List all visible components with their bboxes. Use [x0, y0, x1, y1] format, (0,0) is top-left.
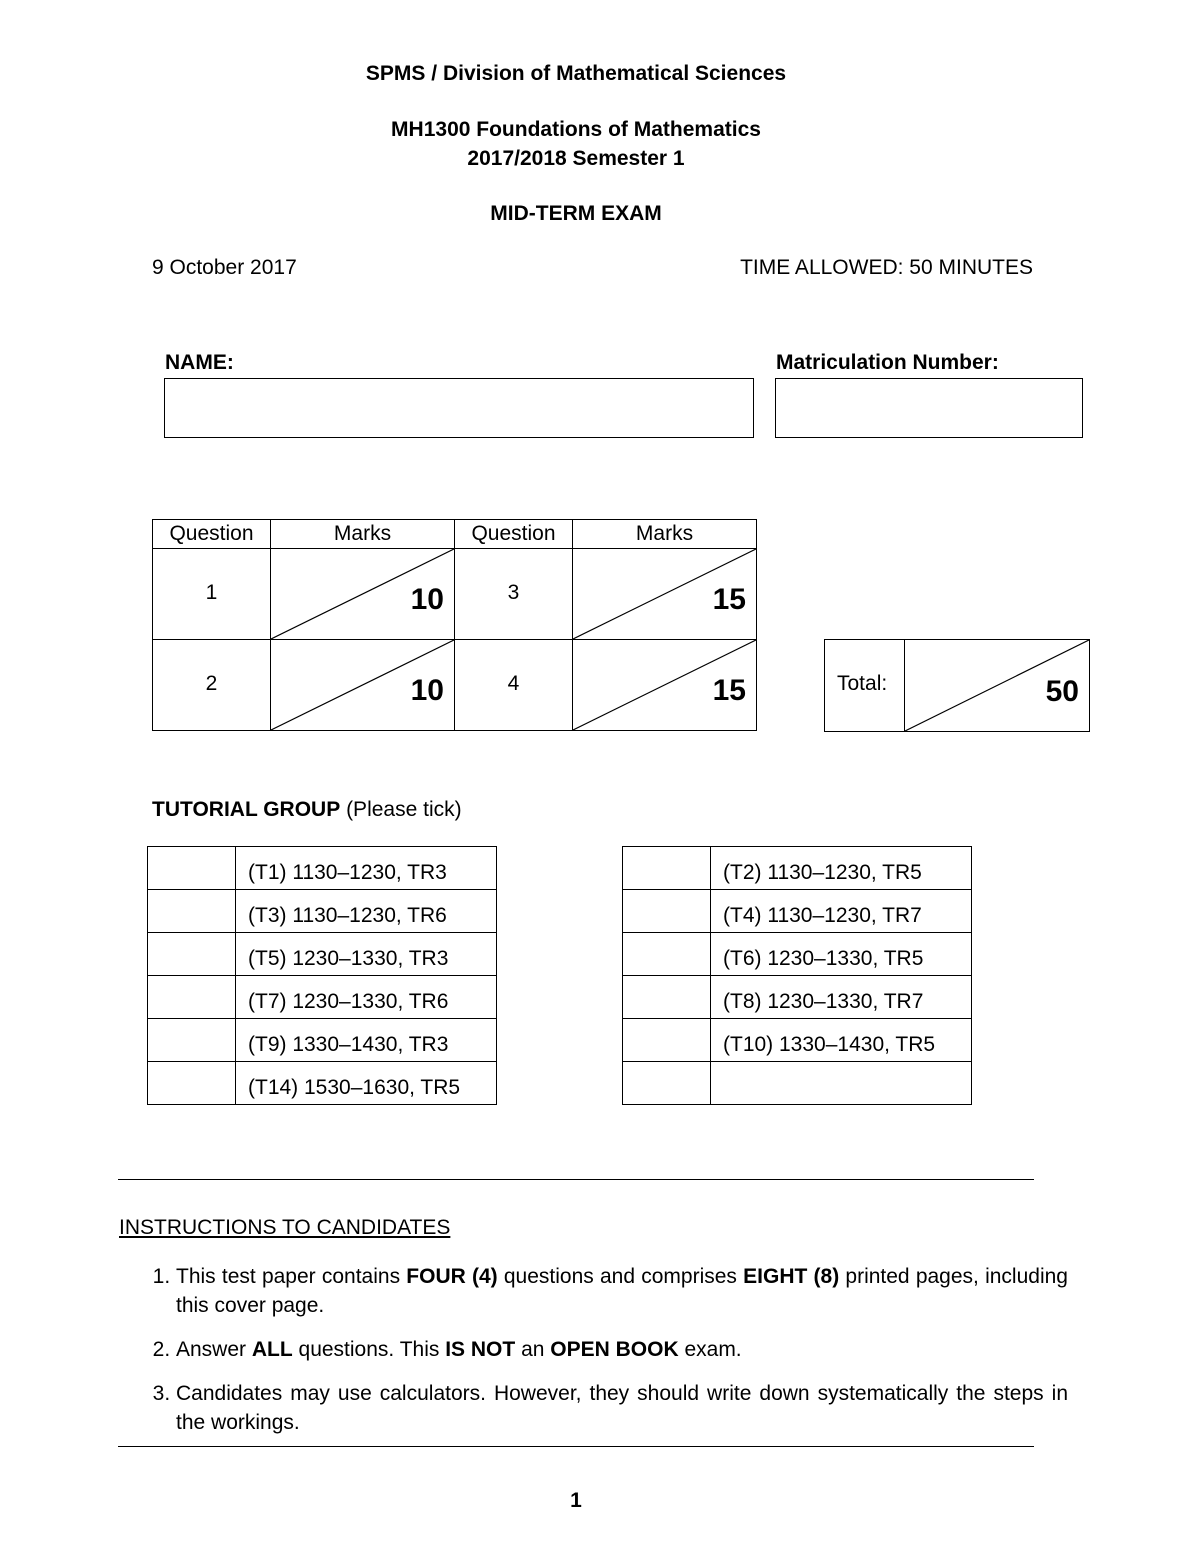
tutorial-slot-label: (T1) 1130–1230, TR3 [236, 847, 497, 890]
header-question: Question [153, 520, 271, 549]
marks-cell[interactable] [573, 640, 757, 731]
tutorial-row [623, 890, 972, 933]
question-number [455, 549, 573, 640]
max-marks: 15 [712, 674, 746, 707]
tutorial-title-rest: (Please tick) [340, 798, 462, 821]
marks-cell[interactable] [271, 549, 455, 640]
instruction-text: Candidates may use calculators. However, they should write down systematically the steps in the workings. [176, 1382, 1068, 1434]
question-number-text: 3 [507, 581, 520, 604]
instruction-text: questions. This [292, 1338, 446, 1361]
instruction-text: OPEN BOOK [550, 1338, 679, 1361]
semester-title: 2017/2018 Semester 1 [467, 147, 685, 170]
tick-box[interactable] [623, 1062, 711, 1105]
tutorial-row [623, 847, 972, 890]
instruction-item [176, 1262, 1068, 1320]
question-number [455, 640, 573, 731]
question-number-text: 2 [205, 672, 218, 695]
matric-field[interactable] [775, 378, 1083, 438]
tick-box[interactable] [148, 847, 236, 890]
marks-cell[interactable] [573, 549, 757, 640]
instruction-item [176, 1335, 1068, 1364]
tutorial-row [623, 1019, 972, 1062]
max-marks: 15 [712, 583, 746, 616]
question-number-text: 1 [205, 581, 218, 604]
tutorial-slot-label: (T6) 1230–1330, TR5 [711, 933, 972, 976]
tutorial-row [623, 1062, 972, 1105]
tick-box[interactable] [148, 1019, 236, 1062]
name-label: NAME: [165, 351, 234, 374]
tick-box[interactable] [623, 890, 711, 933]
total-label-cell [825, 640, 905, 731]
instructions-list [142, 1262, 1068, 1452]
bottom-rule [118, 1446, 1034, 1447]
exam-date: 9 October 2017 [152, 256, 297, 279]
max-marks: 10 [410, 674, 444, 707]
marks-row [153, 549, 757, 640]
tick-box[interactable] [148, 1062, 236, 1105]
instruction-text: EIGHT (8) [743, 1265, 840, 1288]
total-max-marks: 50 [1045, 675, 1079, 708]
instruction-text: This test paper contains [176, 1265, 407, 1288]
tutorial-row [623, 976, 972, 1019]
tutorial-slot-label: (T9) 1330–1430, TR3 [236, 1019, 497, 1062]
header-marks: Marks [573, 520, 757, 549]
header-marks: Marks [271, 520, 455, 549]
tutorial-row [148, 933, 497, 976]
tutorial-slot-label: (T7) 1230–1330, TR6 [236, 976, 497, 1019]
question-number [153, 640, 271, 731]
tutorial-group-title [152, 798, 462, 822]
tick-box[interactable] [148, 976, 236, 1019]
question-number-text: 4 [507, 672, 520, 695]
instruction-text: ALL [251, 1338, 293, 1361]
exam-title: MID-TERM EXAM [490, 202, 662, 225]
tick-box[interactable] [148, 890, 236, 933]
total-box [824, 639, 1090, 732]
marks-header-row [153, 520, 757, 549]
instruction-text: FOUR (4) [406, 1265, 498, 1288]
tick-box[interactable] [623, 933, 711, 976]
instruction-text: an [515, 1338, 551, 1361]
marks-row [153, 640, 757, 731]
instruction-text: questions and comprises [497, 1265, 744, 1288]
tick-box[interactable] [623, 1019, 711, 1062]
instruction-text: Answer [176, 1338, 252, 1361]
instructions-title: INSTRUCTIONS TO CANDIDATES [119, 1216, 451, 1239]
tutorial-title-bold: TUTORIAL GROUP [152, 798, 341, 821]
question-number [153, 549, 271, 640]
total-marks-cell[interactable] [905, 640, 1089, 731]
tutorial-table-left [147, 846, 497, 1105]
tutorial-table-right [622, 846, 972, 1105]
max-marks: 10 [410, 583, 444, 616]
name-field[interactable] [164, 378, 754, 438]
tick-box[interactable] [148, 933, 236, 976]
instruction-text: printed pages, including this cover page. [176, 1265, 1068, 1317]
marks-cell[interactable] [271, 640, 455, 731]
tutorial-row [148, 847, 497, 890]
marks-table [152, 519, 757, 731]
instruction-text: exam. [678, 1338, 742, 1361]
tick-box[interactable] [623, 976, 711, 1019]
header-question: Question [455, 520, 573, 549]
tutorial-slot-label: (T8) 1230–1330, TR7 [711, 976, 972, 1019]
tutorial-slot-label: (T5) 1230–1330, TR3 [236, 933, 497, 976]
tutorial-row [148, 976, 497, 1019]
time-allowed: TIME ALLOWED: 50 MINUTES [740, 256, 1033, 279]
tutorial-row [148, 1062, 497, 1105]
top-rule [118, 1179, 1034, 1180]
tutorial-slot-label: (T4) 1130–1230, TR7 [711, 890, 972, 933]
tutorial-slot-label: (T3) 1130–1230, TR6 [236, 890, 497, 933]
tutorial-row [148, 1019, 497, 1062]
instruction-item [176, 1379, 1068, 1437]
tutorial-row [623, 933, 972, 976]
total-label: Total: [837, 672, 888, 695]
instruction-text: IS NOT [445, 1338, 516, 1361]
tutorial-slot-label: (T2) 1130–1230, TR5 [711, 847, 972, 890]
tutorial-slot-label: (T10) 1330–1430, TR5 [711, 1019, 972, 1062]
tutorial-slot-label: (T14) 1530–1630, TR5 [236, 1062, 497, 1105]
tick-box[interactable] [623, 847, 711, 890]
tutorial-slot-label [711, 1062, 972, 1105]
tutorial-row [148, 890, 497, 933]
matric-label: Matriculation Number: [776, 351, 999, 374]
division-title: SPMS / Division of Mathematical Sciences [365, 62, 787, 85]
course-title: MH1300 Foundations of Mathematics [391, 118, 761, 141]
page-number: 1 [570, 1489, 582, 1512]
